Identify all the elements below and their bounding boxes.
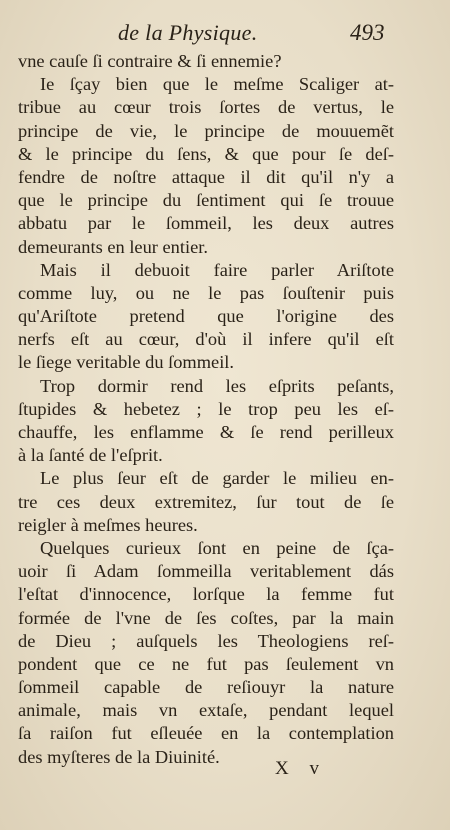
text-line: abbatu par le ſommeil, les deux autres: [18, 213, 394, 234]
text-line: demeurants en leur entier.: [18, 236, 208, 257]
text-line: fendre de noſtre attaque il dit qu'il n'y a: [18, 166, 394, 187]
text-line: à la ſanté de l'eſprit.: [18, 445, 163, 466]
text-line: de Dieu ; auſquels les Theologiens reſ-: [18, 630, 394, 651]
page-header: [0, 18, 450, 50]
text-line: tre ces deux extremitez, ſur tout de ſe: [18, 491, 394, 512]
paragraph-first-line: Le plus ſeur eſt de garder le milieu en-: [40, 468, 394, 489]
paragraph-first-line: Mais il debuoit faire parler Ariſtote: [40, 259, 394, 280]
text-line: que le principe du ſentiment qui ſe trouue: [18, 190, 394, 211]
text-line: tribue au cœur trois ſortes de vertus, le: [18, 97, 394, 118]
running-head: de la Physique.: [118, 20, 258, 45]
text-line: uoir ſi Adam ſommeilla veritablement dás: [18, 561, 394, 582]
text-line: le ſiege veritable du ſommeil.: [18, 352, 235, 373]
text-line: pondent que ce ne fut pas ſeulement vn: [18, 653, 394, 674]
text-line: & le principe du ſens, & que pour ſe deſ-: [18, 143, 394, 164]
text-line: animale, mais vn extaſe, pendant lequel: [18, 700, 394, 721]
text-line: qu'Ariſtote pretend que l'origine des: [18, 306, 394, 327]
signature-mark: X v: [275, 758, 327, 779]
text-line: comme luy, ou ne le pas ſouſtenir puis: [18, 282, 394, 303]
text-line: formée de l'vne de ſes coſtes, par la main: [18, 607, 394, 628]
page-number: 493: [350, 20, 385, 45]
text-line: ſtupides & hebetez ; le trop peu les eſ-: [18, 398, 394, 419]
text-line: l'eſtat d'innocence, lorſque la femme fut: [18, 584, 394, 605]
body-text: [18, 50, 394, 769]
text-line: nerfs eſt au cœur, d'où il infere qu'il eſt: [18, 329, 394, 350]
text-line: reigler à meſmes heures.: [18, 514, 198, 535]
paragraph-first-line: Quelques curieux ſont en peine de ſça-: [40, 537, 394, 558]
text-line: des myſteres de la Diuinité.: [18, 746, 220, 767]
text-line: ſommeil capable de reſiouyr la nature: [18, 677, 394, 698]
paragraph-first-line: Ie ſçay bien que le meſme Scaliger at-: [40, 74, 394, 95]
text-line: chauffe, les enflamme & ſe rend perilleux: [18, 422, 394, 442]
paragraph-first-line: Trop dormir rend les eſprits peſants,: [40, 375, 394, 396]
text-line: principe de vie, le principe de mouuemẽt: [18, 120, 394, 141]
text-line: ſa raiſon fut eſleuée en la contemplation: [18, 723, 394, 744]
text-line: vne cauſe ſi contraire & ſi ennemie?: [18, 51, 282, 71]
